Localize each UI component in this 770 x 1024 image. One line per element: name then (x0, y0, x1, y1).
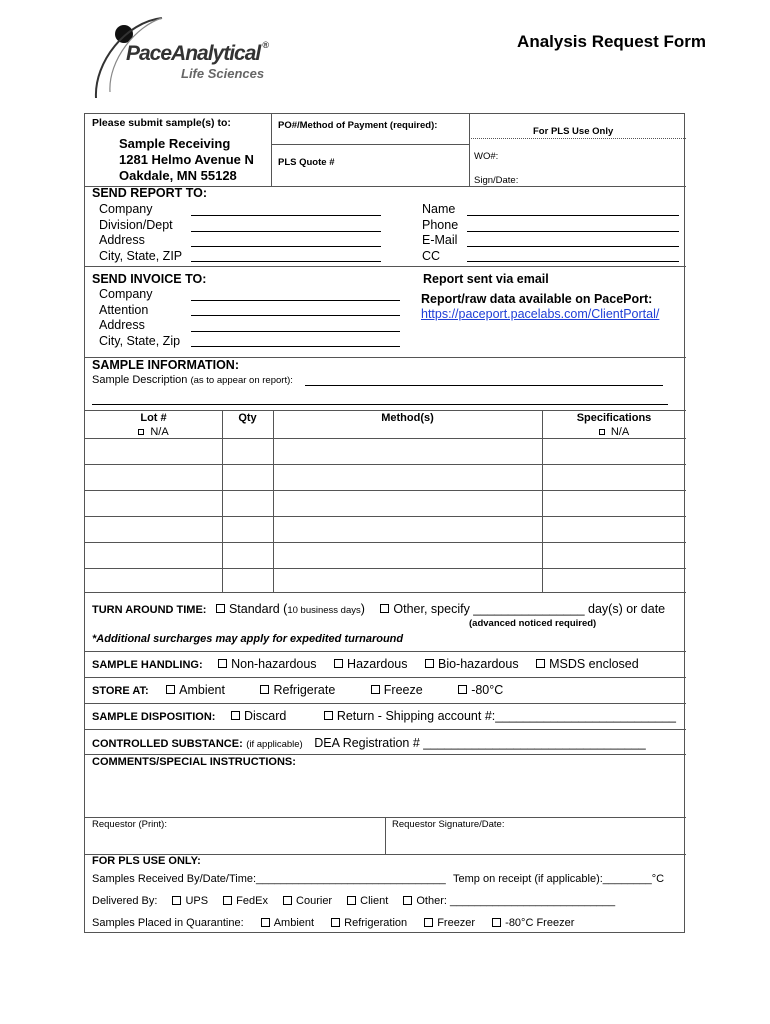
quarantine-row (92, 917, 574, 929)
report-field-division: Division/Dept (99, 217, 173, 232)
invoice-fields (99, 287, 180, 349)
report-field-phone: Phone (422, 217, 459, 232)
delivered-row (92, 895, 615, 907)
report-field-email: E-Mail (422, 233, 458, 247)
disposition-row (92, 709, 676, 723)
portal-note: Report/raw data available on PacePort: (421, 292, 653, 306)
requestor-print-label: Requestor (Print): (92, 819, 167, 830)
submit-name: Sample Receiving (119, 136, 231, 151)
spec-na-checkbox[interactable]: N/A (542, 426, 686, 438)
submit-address1: 1281 Helmo Avenue N (119, 152, 254, 167)
invoice-attention-line[interactable] (191, 315, 400, 316)
turnaround-standard-checkbox[interactable]: Standard (10 business days) (216, 602, 365, 616)
invoice-city-line[interactable] (191, 346, 400, 347)
invoice-company-line[interactable] (191, 300, 400, 301)
comments-label: COMMENTS/SPECIAL INSTRUCTIONS: (92, 756, 296, 768)
turnaround-label: TURN AROUND TIME: (92, 604, 207, 616)
submit-address (119, 136, 254, 184)
report-email-line[interactable] (467, 246, 679, 247)
analysis-request-form (84, 113, 685, 933)
handling-biohazardous-checkbox[interactable]: Bio-hazardous (425, 657, 519, 671)
requestor-print-field[interactable] (85, 830, 385, 854)
report-division-line[interactable] (191, 231, 381, 232)
page-title: Analysis Request Form (517, 32, 706, 51)
send-invoice-title: SEND INVOICE TO: (92, 272, 207, 286)
turnaround-other-checkbox[interactable]: Other, specify ________________ day(s) or date (380, 602, 665, 616)
pls-use-label: For PLS Use Only (533, 126, 614, 137)
sample-description-line[interactable] (305, 385, 663, 386)
report-city-line[interactable] (191, 261, 381, 262)
disposition-return-checkbox[interactable]: Return - Shipping account #:__________________________ (324, 709, 676, 723)
surcharge-note: *Additional surcharges may apply for expedited turnaround (92, 633, 404, 645)
col-methods: Method(s) (381, 412, 434, 424)
invoice-address-line[interactable] (191, 331, 400, 332)
report-right-fields (422, 202, 458, 264)
report-phone-line[interactable] (467, 231, 679, 232)
col-qty: Qty (238, 412, 257, 424)
wo-label: WO#: (474, 151, 499, 162)
turnaround-row (92, 602, 665, 616)
quarantine-refrigeration-checkbox[interactable]: Refrigeration (331, 917, 407, 929)
invoice-field-address: Address (99, 318, 145, 332)
invoice-field-attention: Attention (99, 302, 149, 317)
sign-date-label: Sign/Date: (474, 175, 519, 186)
report-name-line[interactable] (467, 215, 679, 216)
temp-field[interactable]: Temp on receipt (if applicable):________°C (453, 873, 665, 885)
report-left-fields (99, 202, 182, 264)
report-field-cc: CC (422, 248, 441, 263)
controlled-note: (if applicable) (246, 739, 303, 750)
requestor-sign-field[interactable] (385, 830, 685, 854)
handling-msds-checkbox[interactable]: MSDS enclosed (536, 657, 639, 671)
invoice-field-company: Company (99, 287, 153, 301)
store-row (92, 683, 503, 697)
submit-address2: Oakdale, MN 55128 (119, 168, 237, 183)
quote-label: PLS Quote # (278, 157, 335, 168)
controlled-row (92, 736, 646, 750)
store-ambient-checkbox[interactable]: Ambient (166, 683, 225, 697)
invoice-field-city: City, State, Zip (99, 333, 181, 348)
received-by-field[interactable]: Samples Received By/Date/Time:_______________________________ (92, 873, 446, 885)
handling-row (92, 657, 639, 671)
send-report-title: SEND REPORT TO: (92, 186, 208, 200)
delivered-fedex-checkbox[interactable]: FedEx (223, 895, 268, 907)
sample-description-line2[interactable] (92, 404, 668, 405)
logo-subbrand: Life Sciences (181, 66, 265, 81)
report-field-company: Company (99, 202, 153, 216)
submit-label: Please submit sample(s) to: (92, 117, 231, 129)
delivered-label: Delivered By: (92, 895, 158, 907)
delivered-other-checkbox[interactable]: Other: ___________________________ (403, 895, 615, 907)
comments-area[interactable] (85, 769, 686, 817)
sample-info-title: SAMPLE INFORMATION: (92, 358, 239, 372)
report-field-address: Address (99, 233, 145, 247)
store-80c-checkbox[interactable]: -80°C (458, 683, 503, 697)
controlled-label: CONTROLLED SUBSTANCE: (92, 738, 243, 750)
dea-registration-field[interactable]: DEA Registration # ________________________________ (314, 736, 646, 750)
delivered-ups-checkbox[interactable]: UPS (172, 895, 208, 907)
paceport-link[interactable]: https://paceport.pacelabs.com/ClientPortal/ (421, 307, 660, 321)
report-address-line[interactable] (191, 246, 381, 247)
lot-na-checkbox[interactable]: N/A (85, 426, 222, 438)
company-logo (86, 12, 286, 102)
handling-label: SAMPLE HANDLING: (92, 659, 203, 671)
report-field-city: City, State, ZIP (99, 248, 183, 263)
disposition-discard-checkbox[interactable]: Discard (231, 709, 286, 723)
requestor-sign-label: Requestor Signature/Date: (392, 819, 505, 830)
logo-brand: PaceAnalytical ® (126, 40, 268, 65)
report-cc-line[interactable] (467, 261, 679, 262)
quarantine-ambient-checkbox[interactable]: Ambient (261, 917, 314, 929)
store-refrigerate-checkbox[interactable]: Refrigerate (260, 683, 335, 697)
handling-nonhazardous-checkbox[interactable]: Non-hazardous (218, 657, 316, 671)
delivered-client-checkbox[interactable]: Client (347, 895, 388, 907)
sample-table-rows[interactable] (85, 438, 686, 592)
store-freeze-checkbox[interactable]: Freeze (371, 683, 423, 697)
col-specifications: Specifications (576, 412, 652, 424)
pls-only-title: FOR PLS USE ONLY: (92, 855, 201, 867)
report-field-name: Name (422, 202, 456, 216)
sample-description-label: Sample Description (as to appear on report): (92, 374, 293, 386)
col-lot: Lot # (140, 412, 167, 424)
handling-hazardous-checkbox[interactable]: Hazardous (334, 657, 407, 671)
advanced-note: (advanced noticed required) (469, 618, 597, 629)
delivered-courier-checkbox[interactable]: Courier (283, 895, 332, 907)
quarantine-freezer-checkbox[interactable]: Freezer (424, 917, 475, 929)
report-company-line[interactable] (191, 215, 381, 216)
store-label: STORE AT: (92, 685, 149, 697)
quarantine-80c-checkbox[interactable]: -80°C Freezer (492, 917, 574, 929)
quarantine-label: Samples Placed in Quarantine: (92, 917, 244, 929)
email-note: Report sent via email (423, 272, 549, 286)
disposition-label: SAMPLE DISPOSITION: (92, 711, 216, 723)
po-label: PO#/Method of Payment (required): (278, 120, 438, 131)
